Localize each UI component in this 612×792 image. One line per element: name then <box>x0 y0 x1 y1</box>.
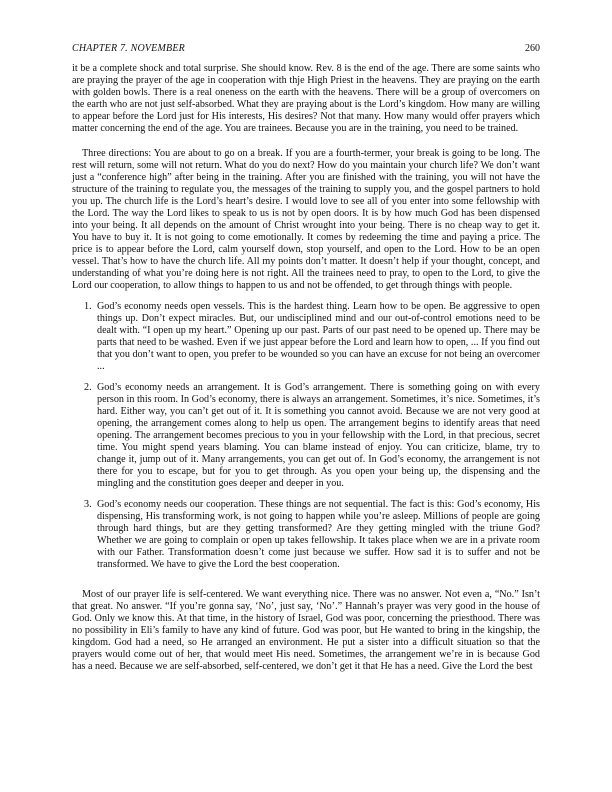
list-item-text: God’s economy needs an arrangement. It is God’s arrangement. There is something going on with every person in this room. In God’s economy, there is always an arrangement. Sometimes, it’s nice. Sometimes, it’s hard. Either way, you can’t get out of it. It is something you cannot avoid. Because we are not very good at opening, the arrangement comes along to help us open. The arrangement begins to identify areas that need opening. The arrangement becomes precious to you in your fellowship with the Lord, in that precious, secret time. You might spend years blaming. You can blame instead of enjoy. You can criticize, blame, try to change it, jump out of it. Many arrangements, you can get out of. In God’s economy, the arrangement is not there for you to escape, but for you to get through. As you open your being up, the dispensing and the mingling and the constitution goes deeper and deeper in you. <box>97 381 540 489</box>
list-item <box>72 499 540 571</box>
page-number: 260 <box>525 43 540 54</box>
paragraph-three-directions: Three directions: You are about to go on a break. If you are a fourth-termer, your break is going to be long. The rest will return, some will not return. What do you do next? How do you maintain your church life? We don’t want just a “conference high” after being in the training. After you are finished with the training, you will not have the structure of the training to regulate you, the messages of the training to supply you, and the gospel partners to hold you up. The church life is the Lord’s heart’s desire. I would love to see all of you enter into some fellowship with the Lord. The way the Lord likes to speak to us is not by open doors. It is by how much God has been dispensed into your being. It all depends on the amount of Christ wrought into your being. There is no cheap way to get it. You have to buy it. It is not going to come emotionally. It comes by redeeming the time and paying a price. The price is to appear before the Lord, calm yourself down, stop yourself, and open to the Lord. How to be an open vessel. That’s how to have the church life. All my points don’t matter. It doesn’t help if your thought, concept, and understanding of what you’re doing here is not right. All the trainees need to pray, to open to the Lord, to give the Lord our cooperation, to allow things to happen to us and not be offended, to get through things with people. <box>72 147 540 291</box>
list-item-text: God’s economy needs our cooperation. These things are not sequential. The fact is this: God’s economy, His dispensing, His transforming work, is not going to happen while you’re asleep. Millions of people are going through hard things, but are they getting transformed? Are they getting mingled with the triune God? Whether we are going to complain or open up takes fellowship. It takes place when we are in a private room with our Father. Transformation doesn’t come just because we suffer. How sad it is to suffer and not be transformed. We have to give the Lord the best cooperation. <box>97 498 540 570</box>
paragraph-gap <box>72 292 540 301</box>
list-item <box>72 301 540 373</box>
paragraph-gap <box>72 571 540 589</box>
list-item-text: God’s economy needs open vessels. This is the hardest thing. Learn how to be open. Be aggressive to open things up. Don’t expect miracles. But, our undisciplined mind and our out-of-control emotions need to be dealt with. “I open up my heart.” Opening up our past. Parts of our past need to be opened up. There may be parts that need to be washed. Even if we just appear before the Lord and learn how to open, ... If you find out that you don’t want to open, you prefer to be wounded so you can have an excuse for not being an overcomer ... <box>97 300 540 372</box>
running-header <box>72 43 540 57</box>
list-number: 1. <box>84 300 92 312</box>
numbered-list <box>72 301 540 571</box>
paragraph-continuation: it be a complete shock and total surprise. She should know. Rev. 8 is the end of the age. There are some saints who are praying the prayer of the age in cooperation with thje High Priest in the heavens. They are praying on the earth with golden bowls. There is a real oneness on the earth with the heavens. There will be a group of overcomers on the earth who are not just self-absorbed. What they are praying about is the Lord’s kingdom. How many are willing to appear before the Lord just for His interests, His desires? Not that many. How many would offer prayers which matter concerning the end of the age. You are trainees. Because you are in the training, you need to be trained. <box>72 63 540 134</box>
chapter-title: CHAPTER 7. NOVEMBER <box>72 43 185 54</box>
list-number: 2. <box>84 381 92 393</box>
body-text <box>72 63 540 673</box>
list-item <box>72 382 540 490</box>
paragraph-prayer-life: Most of our prayer life is self-centered. We want everything nice. There was no answer. Not even a, “No.” Isn’t that great. No answer. “If you’re gonna say, ‘No’, just say, ‘No’.” Hannah’s prayer was very good in the house of God. Only we know this. At that time, in the history of Israel, God was poor, concerning the priesthood. There was no possibility in Eli’s family to have any kind of future. God was poor, but He wanted to bring in the kingship, the kingdom. God had a need, so He arranged an environment. He put a sister into a difficult situation so that the prayers would come out of her, that would meet His need. Sometimes, the arrangement we’re in is because God has a need. Because we are self-absorbed, self-centered, we don’t get it that He has a need. Give the Lord the best <box>72 588 540 672</box>
list-number: 3. <box>84 498 92 510</box>
paragraph-gap <box>72 135 540 148</box>
